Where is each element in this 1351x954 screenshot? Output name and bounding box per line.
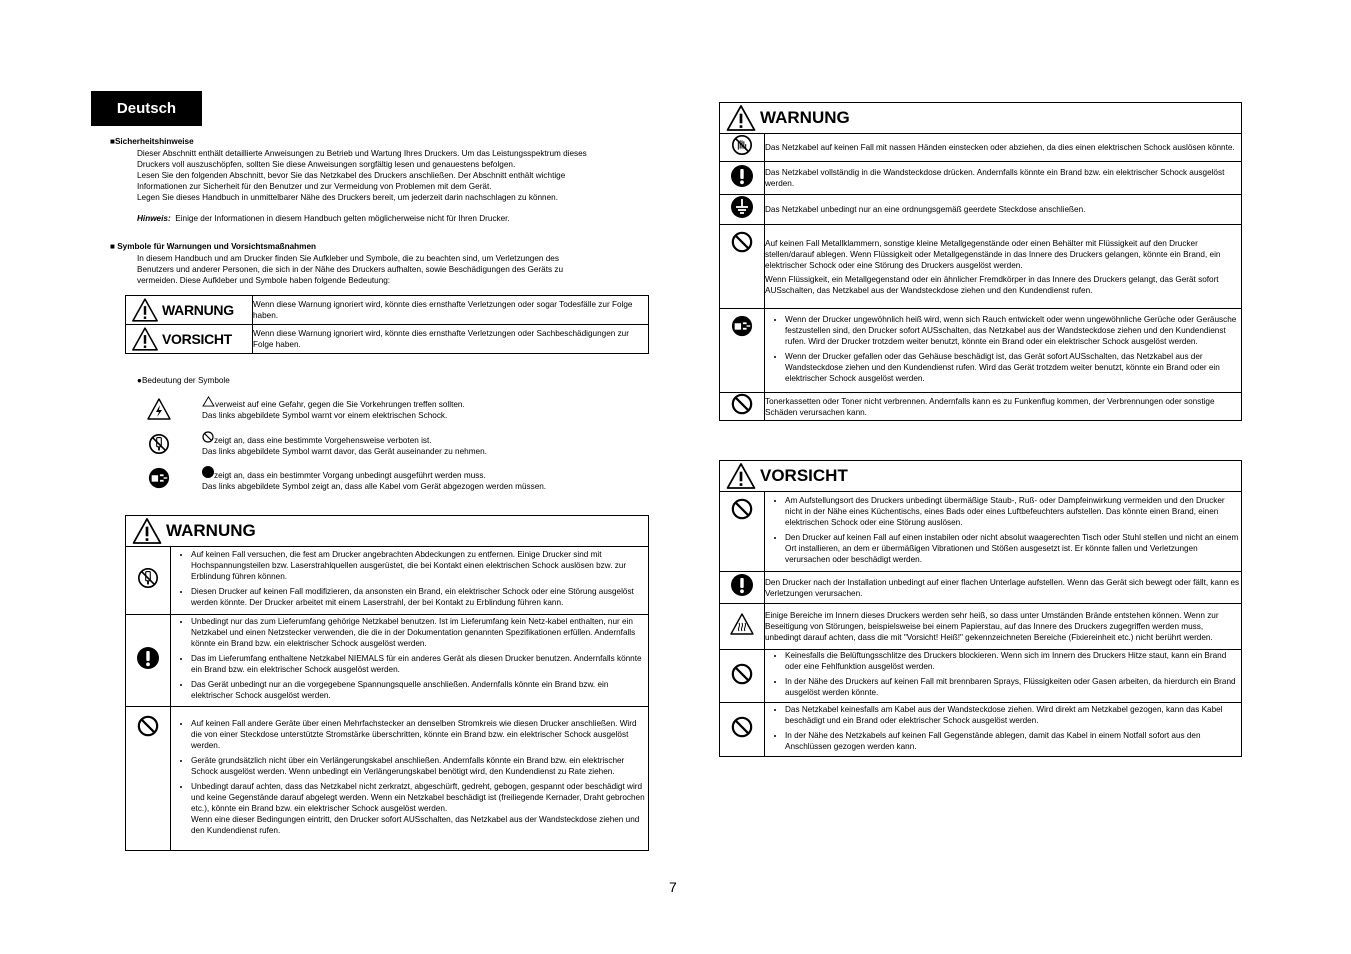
no-wet-hands-icon xyxy=(731,134,753,156)
warning-triangle-outline-icon xyxy=(202,396,215,407)
list-item: • Geräte grundsätzlich nicht über ein Verlängerungskabel anschließen. Andernfalls könnte ein Brand bzw. ein elektrischer Schock ausgelöst werden. Wenn unbedingt ein Verlängerungskabel benötigt wird, den Kundendienst zu Rate ziehen. xyxy=(191,755,648,777)
hot-surface-icon xyxy=(730,613,754,635)
meaning-2-line1: zeigt an, dass eine bestimmte Vorgehensweise verboten ist. xyxy=(214,436,432,445)
vorsicht-header xyxy=(720,461,1241,491)
warnung-header-left xyxy=(126,516,648,546)
meaning-row-1 xyxy=(202,396,465,421)
meaning-row-3 xyxy=(202,466,546,492)
meaning-1-line1: verweist auf eine Gefahr, gegen die Sie Vorkehrungen treffen sollten. xyxy=(215,400,465,409)
page-number: 7 xyxy=(669,879,677,895)
label-vorsicht-text: VORSICHT xyxy=(162,331,232,347)
filled-circle-icon xyxy=(202,466,214,478)
mandatory-icon xyxy=(730,573,754,597)
no-disassembly-icon xyxy=(148,433,170,455)
mandatory-icon xyxy=(136,646,160,670)
label-warnung xyxy=(126,296,253,325)
vorsicht-row-3: Einige Bereiche im Innern dieses Druckers werden sehr heiß, so dass unter Umständen Brände entstehen können. Wenn zur Beseitigung von Störungen, beispielsweise bei einem Papierstau, auf das Innere des Druckers zugegriffen werden muss, unbedingt darauf achten, dass die mit "Vorsicht! Heiß!" gekennzeichneten Bereiche (Fixiereinheit etc.) nicht berührt werden. xyxy=(765,604,1242,650)
warn-right-row-4-para2: Wenn Flüssigkeit, ein Metallgegenstand oder ein ähnlicher Fremdkörper in das Innere des Druckers gelangt, das Gerät sofort AUSschalten, das Netzkabel aus der Wandsteckdose ziehen und den Kundendienst rufen. xyxy=(765,274,1219,295)
meaning-1-line2: Das links abgebildete Symbol warnt vor einem elektrischen Schock. xyxy=(202,411,448,420)
symbols-title: ■ Symbole für Warnungen und Vorsichtsmaßnahmen xyxy=(110,242,317,251)
warn-right-row-2: Das Netzkabel vollständig in die Wandsteckdose drücken. Andernfalls könnte ein Brand bzw. ein elektrischer Schock ausgelöst werden. xyxy=(765,162,1242,195)
meaning-2-line2: Das links abgebildete Symbol warnt davor, das Gerät auseinander zu nehmen. xyxy=(202,447,487,456)
mandatory-icon xyxy=(730,164,754,188)
list-item: • Das Netzkabel keinesfalls am Kabel aus der Wandsteckdose ziehen. Wird direkt am Netzkabel gezogen, kann das Kabel beschädigt und ein Brand oder elektrischer Schock ausgelöst werden. xyxy=(785,704,1241,726)
warn-right-row-6: Tonerkassetten oder Toner nicht verbrennen. Andernfalls kann es zu Funkenflug kommen, der Verbrennungen oder sonstige Schäden verursachen kann. xyxy=(765,393,1242,421)
prohibited-icon xyxy=(731,663,753,685)
list-item: • Das im Lieferumfang enthaltene Netzkabel NIEMALS für ein anderes Gerät als diesen Drucker benutzen. Andernfalls könnte ein Brand bzw. ein elektrischer Schock ausgelöst werden. xyxy=(191,653,648,675)
prohibited-icon xyxy=(731,498,753,520)
language-tab: Deutsch xyxy=(91,91,202,126)
ground-icon xyxy=(730,195,754,219)
list-item: • Auf keinen Fall versuchen, die fest am Drucker angebrachten Abdeckungen zu entfernen. Einige Drucker sind mit Hochspannungsteilen bzw. Laserstrahlquellen ausgerüstet, die bei Kontakt einen elektrischen Schock auslösen bzw. zur Erblindung führen können. xyxy=(191,549,648,582)
list-item: • Diesen Drucker auf keinen Fall modifizieren, da ansonsten ein Brand, ein elektrischer Schock oder eine Störung ausgelöst werden könnte. Der Drucker arbeitet mit einem Laserstrahl, der bei Kontakt zu Erblindung führen kann. xyxy=(191,586,648,608)
list-item: • Unbedingt nur das zum Lieferumfang gehörige Netzkabel benutzen. Ist im Lieferumfang kein Netz-kabel enthalten, nur ein Netzkabel und einen Netzstecker verwenden, die die in der Dokumentation genannten Spezifikationen erfüllen. Andernfalls könnte ein Brand bzw. ein elektrischer Schock ausgelöst werden. xyxy=(191,616,648,649)
list-item: • Auf keinen Fall andere Geräte über einen Mehrfachstecker an denselben Stromkreis wie diesen Drucker anschließen. Wird die von einer Steckdose unterstützte Stromstärke überschritten, könnte ein Brand bzw. ein elektrischer Schock ausgelöst werden. xyxy=(191,718,648,751)
warn-right-row-1: Das Netzkabel auf keinen Fall mit nassen Händen einstecken oder abziehen, da dies einen elektrischen Schock auslösen könnte. xyxy=(765,134,1242,162)
meaning-row-2 xyxy=(202,431,487,457)
label-warnung-text: WARNUNG xyxy=(162,302,234,318)
warn-right-row-4 xyxy=(765,225,1242,309)
warning-triangle-icon xyxy=(726,463,756,489)
prohibited-icon xyxy=(137,715,159,737)
warnung-box-right xyxy=(719,102,1242,421)
label-warnung-desc: Wenn diese Warnung ignoriert wird, könnte dies ernsthafte Verletzungen oder sogar Todesfälle zur Folge haben. xyxy=(253,296,649,325)
list-item: • In der Nähe des Druckers auf keinen Fall mit brennbaren Sprays, Flüssigkeiten oder Gasen arbeiten, da hierdurch ein Brand ausgelöst werden könnte. xyxy=(785,676,1241,698)
list-item: • In der Nähe des Netzkabels auf keinen Fall Gegenstände ablegen, damit das Kabel in einem Notfall sofort aus den Anschlüssen gezogen werden kann. xyxy=(785,730,1241,752)
prohibited-outline-icon xyxy=(202,431,214,443)
unplug-icon xyxy=(148,467,170,489)
list-item: • Das Gerät unbedingt nur an die vorgegebene Spannungsquelle anschließen. Andernfalls könnte ein Brand bzw. ein elektrischer Schock ausgelöst werden. xyxy=(191,679,648,701)
label-vorsicht xyxy=(126,325,253,354)
vorsicht-title: VORSICHT xyxy=(760,466,848,485)
no-disassembly-icon xyxy=(137,567,159,589)
list-item: • Den Drucker auf keinen Fall auf einen instabilen oder nicht absolut waagerechten Tisch oder Stuhl stellen und nicht an einem Ort installieren, an dem er übermäßigen Vibrationen und Stößen ausgesetzt ist. Er könnte fallen und Verletzungen verursachen oder beschädigt werden. xyxy=(785,532,1241,565)
meaning-3-line2: Das links abgebildete Symbol zeigt an, dass alle Kabel vom Gerät abgezogen werden müssen. xyxy=(202,482,547,491)
prohibited-icon xyxy=(731,231,753,253)
list-item: • Wenn der Drucker ungewöhnlich heiß wird, wenn sich Rauch entwickelt oder wenn ungewöhnliche Gerüche oder Geräusche festzustellen sind, den Drucker sofort AUSschalten, das Netzkabel aus der Wandsteckdose ziehen und den Kundendienst rufen. Wird der Drucker trotzdem weiter benutzt, könnte ein Brand oder ein elektrischer Schock ausgelöst werden. xyxy=(785,314,1241,347)
vorsicht-row-2: Den Drucker nach der Installation unbedingt auf einer flachen Unterlage aufstellen. Wenn das Gerät sich bewegt oder fällt, kann es Verletzungen verursachen. xyxy=(765,572,1242,604)
label-vorsicht-desc: Wenn diese Warnung ignoriert wird, könnte dies ernsthafte Verletzungen oder Sachbeschädigungen zur Folge haben. xyxy=(253,325,649,354)
hint-note xyxy=(137,213,510,224)
unplug-icon xyxy=(731,315,753,337)
warning-triangle-icon xyxy=(132,518,162,544)
meaning-title: ●Bedeutung der Symbole xyxy=(137,376,230,385)
safety-title: ■Sicherheitshinweise xyxy=(110,137,194,146)
safety-body: Dieser Abschnitt enthält detaillierte Anweisungen zu Betrieb und Wartung Ihres Druckers. Um das Leistungsspektrum dieses Druckers voll auszuschöpfen, sollten Sie diese Anweisungen sorgfältig lesen und genauestens befolgen. Lesen Sie den folgenden Abschnitt, bevor Sie das Netzkabel des Druckers anschließen. Der Abschnitt enthält wichtige Informationen zur Sicherheit für den Benutzer und zur Vermeidung von Problemen mit dem Gerät. Legen Sie dieses Handbuch in unmittelbarer Nähe des Druckers bereit, um jederzeit darin nachschlagen zu können. xyxy=(137,149,587,202)
hint-label: Hinweis: xyxy=(137,214,171,223)
warnung-box-left xyxy=(125,515,649,851)
warn-right-row-3: Das Netzkabel unbedingt nur an eine ordnungsgemäß geerdete Steckdose anschließen. xyxy=(765,195,1242,225)
vorsicht-box xyxy=(719,460,1242,757)
list-item: • Am Aufstellungsort des Druckers unbedingt übermäßige Staub-, Ruß- oder Dampfeinwirkung vermeiden und den Drucker nicht in der Nähe eines Küchentischs, eines Bads oder eines Luftbefeuchters aufstellen. Das könnte einen Brand, einen elektrischen Schock oder eine Störung auslösen. xyxy=(785,495,1241,528)
warnung-header-right xyxy=(720,103,1241,133)
prohibited-icon xyxy=(731,393,753,415)
list-item: • Keinesfalls die Belüftungsschlitze des Druckers blockieren. Wenn sich im Innern des Druckers Hitze staut, kann ein Brand oder eine Fehlfunktion ausgelöst werden. xyxy=(785,650,1241,672)
meaning-3-line1: zeigt an, dass ein bestimmter Vorgang unbedingt ausgeführt werden muss. xyxy=(214,471,486,480)
label-table xyxy=(125,295,649,354)
prohibited-icon xyxy=(731,716,753,738)
list-item: • Wenn der Drucker gefallen oder das Gehäuse beschädigt ist, das Gerät sofort AUSschalten, das Netzkabel aus der Wandsteckdose ziehen und den Kundendienst rufen. Wird das Gerät trotzdem weiter benutzt, könnte ein Brand oder ein elektrischer Schock ausgelöst werden. xyxy=(785,351,1241,384)
warning-triangle-icon xyxy=(726,105,756,131)
warn-right-row-4-para1: Auf keinen Fall Metallklammern, sonstige kleine Metallgegenstände oder einen Behälter mit Flüssigkeit auf den Drucker stellen/darauf ablegen. Wenn Flüssigkeit oder Metallgegenstände in das Innere des Druckers gelangen, könnte ein Brand, ein elektrischer Schock oder eine Störung des Druckers ausgelöst werden. xyxy=(765,238,1221,270)
electric-shock-icon xyxy=(147,398,171,420)
warnung-title-left: WARNUNG xyxy=(166,521,256,540)
warning-triangle-icon xyxy=(132,298,158,322)
list-item: • Unbedingt darauf achten, dass das Netzkabel nicht zerkratzt, abgeschürft, gedreht, gebogen, gespannt oder beschädigt wird und keine Gegenstände darauf abgelegt werden. Wenn ein Netzkabel beschädigt ist (freiliegende Kernader, Draht gebrochen etc.), könnte ein Brand bzw. ein elektrischer Schock ausgelöst werden. Wenn eine dieser Bedingungen eintritt, den Drucker sofort AUSschalten, das Netzkabel aus der Wandsteckdose ziehen und den Kundendienst rufen. xyxy=(191,781,648,836)
symbols-body: In diesem Handbuch und am Drucker finden Sie Aufkleber und Symbole, die zu beachten sind, um Verletzungen des Benutzers und anderer Personen, die sich in der Nähe des Druckers aufhalten, sowie Beschädigungen des Geräts zu vermeiden. Diese Aufkleber und Symbole haben folgende Bedeutung: xyxy=(137,254,564,285)
warning-triangle-icon xyxy=(132,327,158,351)
warnung-title-right: WARNUNG xyxy=(760,108,850,127)
hint-text: Einige der Informationen in diesem Handbuch gelten möglicherweise nicht für Ihren Drucker. xyxy=(175,214,510,223)
